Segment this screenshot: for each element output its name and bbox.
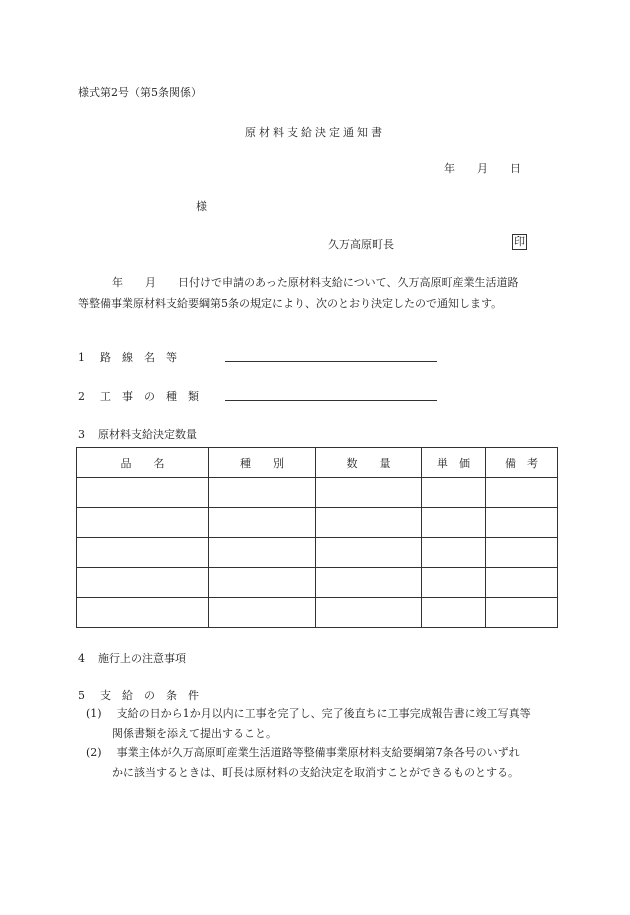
item-construction-notes (78, 650, 186, 666)
item-quantity-heading (78, 426, 197, 442)
header-quantity: 数 量 (316, 448, 422, 478)
notice-month: 月 (145, 276, 156, 289)
item-supply-conditions (78, 687, 199, 703)
item-label: 支 給 の 条 件 (100, 689, 199, 702)
item-number: 5 (78, 689, 85, 702)
table-cell[interactable] (209, 508, 316, 538)
condition-number: (1) (86, 707, 102, 720)
item-label: 路 線 名 等 (100, 351, 177, 364)
table-cell[interactable] (316, 568, 422, 598)
table-row (77, 568, 558, 598)
table-cell[interactable] (422, 508, 486, 538)
table-cell[interactable] (486, 478, 558, 508)
header-item-name: 品 名 (77, 448, 209, 478)
table-cell[interactable] (77, 538, 209, 568)
date-month: 月 (477, 162, 488, 175)
condition-1 (86, 704, 531, 724)
table-cell[interactable] (77, 508, 209, 538)
table-cell[interactable] (486, 568, 558, 598)
route-name-field[interactable] (225, 361, 437, 362)
notice-line-1 (78, 272, 518, 293)
table-cell[interactable] (422, 568, 486, 598)
table-cell[interactable] (422, 598, 486, 628)
form-number: 様式第2号（第5条関係） (78, 86, 202, 99)
work-type-field[interactable] (225, 400, 437, 401)
item-label: 工 事 の 種 類 (100, 390, 199, 403)
table-cell[interactable] (486, 538, 558, 568)
table-row (77, 478, 558, 508)
table-cell[interactable] (422, 538, 486, 568)
table-cell[interactable] (486, 598, 558, 628)
quantity-table (76, 447, 558, 628)
table-row (77, 538, 558, 568)
notice-paragraph (78, 272, 518, 314)
table-cell[interactable] (422, 478, 486, 508)
table-cell[interactable] (316, 538, 422, 568)
recipient-suffix: 様 (196, 200, 207, 213)
document-title: 原材料支給決定通知書 (245, 126, 385, 139)
condition-2 (86, 743, 520, 763)
table-cell[interactable] (209, 478, 316, 508)
header-unit-price: 単 価 (422, 448, 486, 478)
table-cell[interactable] (77, 478, 209, 508)
date-line (444, 160, 521, 176)
table-cell[interactable] (209, 568, 316, 598)
notice-line-1-text: 日付けで申請のあった原材料支給について、久万高原町産業生活道路 (178, 276, 519, 289)
table-row (77, 598, 558, 628)
condition-text: 事業主体が久万高原町産業生活道路等整備事業原材料支給要綱第7条各号のいずれ (116, 746, 520, 759)
table-cell[interactable] (77, 598, 209, 628)
table-cell[interactable] (486, 508, 558, 538)
item-number: 2 (78, 390, 85, 403)
table-cell[interactable] (209, 538, 316, 568)
table-cell[interactable] (209, 598, 316, 628)
table-row (77, 508, 558, 538)
header-remarks: 備 考 (486, 448, 558, 478)
item-number: 1 (78, 351, 85, 364)
notice-line-2: 等整備事業原材料支給要綱第5条の規定により、次のとおり決定したので通知します。 (78, 297, 503, 310)
table-cell[interactable] (316, 508, 422, 538)
table-header-row (77, 448, 558, 478)
header-category: 種 別 (209, 448, 316, 478)
item-label: 施行上の注意事項 (98, 652, 186, 665)
date-day: 日 (510, 162, 521, 175)
condition-text: 支給の日から1か月以内に工事を完了し、完了後直ちに工事完成報告書に竣工写真等 (116, 707, 531, 720)
seal-mark: 印 (514, 235, 525, 248)
table-cell[interactable] (316, 478, 422, 508)
item-number: 4 (78, 652, 85, 665)
condition-1-continued: 関係書類を添えて提出すること。 (112, 727, 277, 740)
issuer-name: 久万高原町長 (328, 238, 394, 251)
date-year: 年 (444, 162, 455, 175)
table-cell[interactable] (316, 598, 422, 628)
item-work-type (78, 388, 240, 404)
item-label: 原材料支給決定数量 (98, 428, 197, 441)
condition-number: (2) (86, 746, 102, 759)
notice-year: 年 (112, 276, 123, 289)
item-number: 3 (78, 428, 85, 441)
item-route-name (78, 349, 240, 365)
table-cell[interactable] (77, 568, 209, 598)
condition-2-continued: かに該当するときは、町長は原材料の支給決定を取消すことができるものとする。 (112, 766, 519, 779)
